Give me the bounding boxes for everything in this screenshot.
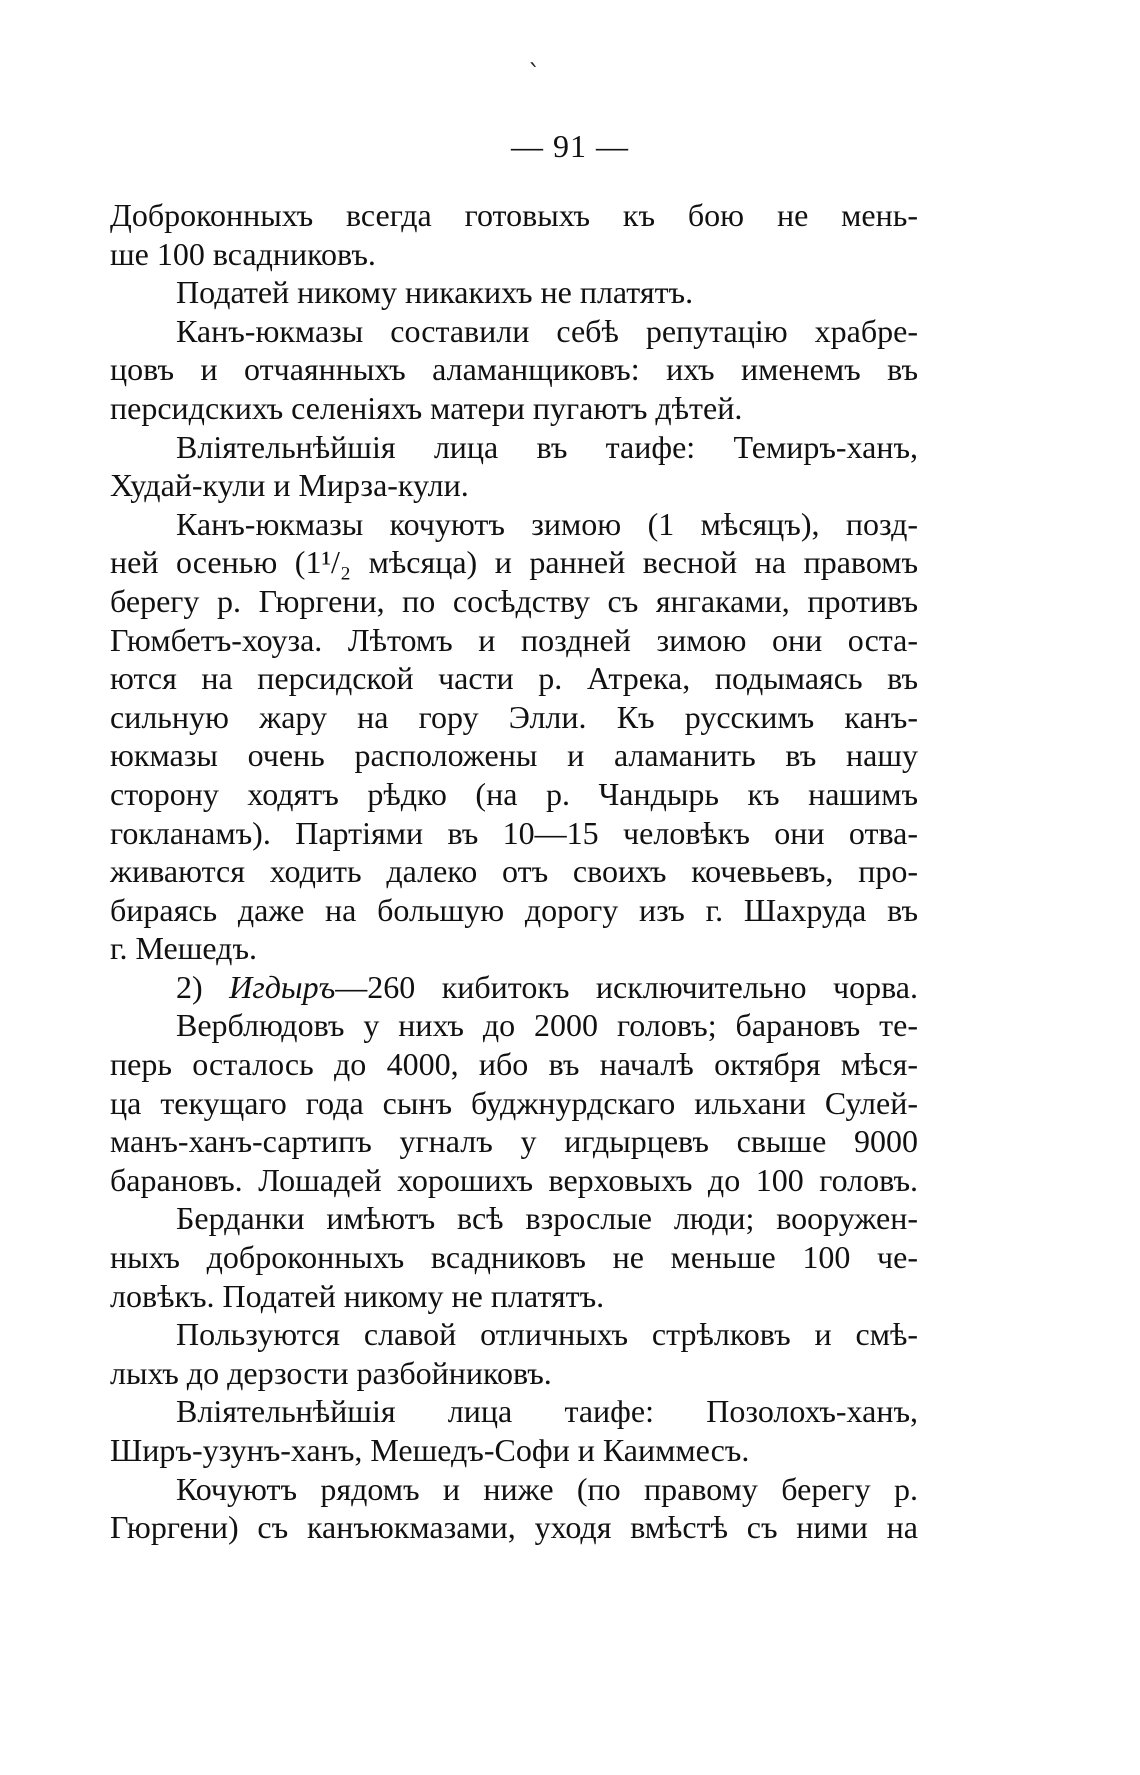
paragraph-5	[110, 505, 918, 968]
ink-speck: `	[528, 60, 541, 90]
paragraph-9	[110, 1315, 918, 1392]
text-line: манъ-ханъ-сартипъ угналъ у игдырцевъ свыше 9000	[110, 1123, 918, 1160]
text-line: Берданки имѣютъ всѣ взрослые люди; вооружен-	[176, 1200, 918, 1237]
text-line: Верблюдовъ у нихъ до 2000 головъ; барановъ те-	[176, 1007, 918, 1044]
text-line: Канъ-юкмазы кочуютъ зимою (1 мѣсяцъ), позд-	[176, 505, 918, 542]
paragraph-3	[110, 312, 918, 428]
section-heading-line	[110, 968, 918, 1007]
section-prefix: 2)	[176, 968, 230, 1005]
text-line: ца текущаго года сынъ буджнурдскаго ильхани Сулей-	[110, 1084, 918, 1121]
paragraph-2	[110, 273, 918, 312]
paragraph-8	[110, 1199, 918, 1315]
text-line: сторону ходятъ рѣдко (на р. Чандырь къ нашимъ	[110, 775, 918, 812]
paragraph-4	[110, 428, 918, 505]
section-name: Игдыръ	[229, 968, 336, 1005]
text-line: ныхъ доброконныхъ всадниковъ не меньше 100 че-	[110, 1239, 918, 1276]
text-line: Пользуются славой отличныхъ стрѣлковъ и смѣ-	[176, 1316, 918, 1353]
text-line: ловѣкъ. Податей никому не платятъ.	[110, 1277, 605, 1314]
text-line: цовъ и отчаянныхъ аламанщиковъ: ихъ именемъ въ	[110, 351, 918, 388]
text-line: юкмазы очень расположены и аламанить въ нашу	[110, 737, 918, 774]
text-line: ются на персидской части р. Атрека, подымаясь въ	[110, 660, 918, 697]
text-line: Вліятельнѣйшія лица въ таифе: Темиръ-ханъ,	[176, 428, 918, 465]
paragraph-10	[110, 1392, 918, 1469]
text-line: ней осенью (1¹/₂ мѣсяца) и ранней весной на правомъ	[110, 544, 918, 581]
paragraph-7	[110, 1006, 918, 1199]
text-line: перь осталось до 4000, ибо въ началѣ октября мѣся-	[110, 1046, 918, 1083]
text-line: Доброконныхъ всегда готовыхъ къ бою не мень-	[110, 197, 918, 233]
text-line: персидскихъ селеніяхъ матери пугаютъ дѣтей.	[110, 389, 743, 426]
text-line: Худай-кули и Мирза-кули.	[110, 467, 469, 504]
text-line: сильную жару на гору Элли. Къ русскимъ канъ-	[110, 698, 918, 735]
text-line: Канъ-юкмазы составили себѣ репутацію храбре-	[176, 312, 918, 349]
text-line: живаются ходить далеко отъ своихъ кочевьевъ, про-	[110, 853, 918, 890]
text-line: Податей никому никакихъ не платятъ.	[176, 274, 694, 311]
text-line: Гюргени) съ канъюкмазами, уходя вмѣстѣ съ ними на	[110, 1509, 918, 1546]
section-text: —260 кибитокъ исключительно чорва.	[335, 968, 918, 1005]
text-line: лыхъ до дерзости разбойниковъ.	[110, 1354, 552, 1391]
paragraph-11	[110, 1470, 918, 1547]
page-number: — 91 —	[511, 128, 629, 164]
text-line: барановъ. Лошадей хорошихъ верховыхъ до 100 головъ.	[110, 1161, 918, 1198]
paragraph-1	[110, 196, 918, 273]
paragraph-6	[110, 968, 918, 1007]
text-line: Кочуютъ рядомъ и ниже (по правому берегу р.	[176, 1470, 918, 1507]
text-line: гокланамъ). Партіями въ 10—15 человѣкъ они отва-	[110, 814, 918, 851]
text-line: Вліятельнѣйшія лица таифе: Позолохъ-ханъ,	[176, 1393, 918, 1430]
text-line: берегу р. Гюргени, по сосѣдству съ янгаками, противъ	[110, 582, 918, 619]
text-line: бираясь даже на большую дорогу изъ г. Шахруда въ	[110, 891, 918, 928]
text-line: Ширъ-узунъ-ханъ, Мешедъ-Софи и Каиммесъ.	[110, 1432, 750, 1468]
text-line: ше 100 всадниковъ.	[110, 235, 376, 272]
text-line: г. Мешедъ.	[110, 930, 257, 967]
body-text	[110, 196, 918, 1547]
text-line: Гюмбетъ-хоуза. Лѣтомъ и поздней зимою они оста-	[110, 621, 918, 658]
